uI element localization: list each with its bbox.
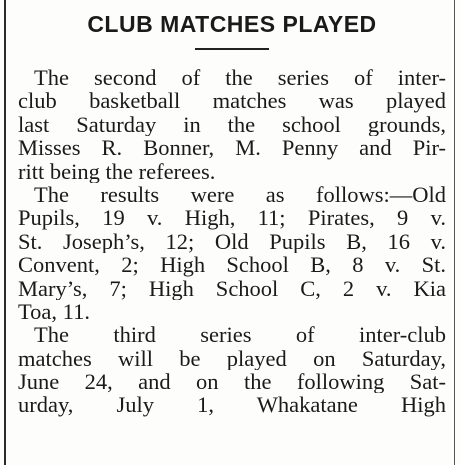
paragraph-line: The results were as follows:—Old xyxy=(34,182,446,207)
column-rule-left xyxy=(4,0,6,465)
article-headline: CLUB MATCHES PLAYED xyxy=(87,11,377,37)
paragraph-line: matches will be played on Saturday, xyxy=(18,346,446,371)
paragraph-line: urday, July 1, Whakatane High xyxy=(18,393,446,417)
paragraph-line: Mary’s, 7; High School C, 2 v. Kia xyxy=(18,276,446,300)
paragraph-line: Convent, 2; High School B, 8 v. St. xyxy=(18,253,446,277)
column-rule-right xyxy=(454,0,455,465)
paragraph-line: club basketball matches was played xyxy=(18,89,446,113)
paragraph-line: Pupils, 19 v. High, 11; Pirates, 9 v. xyxy=(18,206,446,230)
paragraph-line: Toa, 11. xyxy=(18,299,90,324)
paragraph-line: ritt being the referees. xyxy=(18,159,216,183)
article-paragraph-3 xyxy=(18,323,446,417)
article-paragraph-1 xyxy=(18,66,446,183)
paragraph-line: The third series of inter-club xyxy=(34,323,446,347)
paragraph-line: June 24, and on the following Sat- xyxy=(18,370,446,394)
paragraph-line: St. Joseph’s, 12; Old Pupils B, 16 v. xyxy=(18,229,446,254)
paragraph-line: Misses R. Bonner, M. Penny and Pir- xyxy=(18,136,446,160)
newspaper-article xyxy=(18,0,446,465)
article-paragraph-2 xyxy=(18,183,446,323)
paragraph-line: last Saturday in the school grounds, xyxy=(18,112,446,137)
headline-rule xyxy=(195,48,269,50)
paragraph-line: The second of the series of inter- xyxy=(34,66,446,90)
